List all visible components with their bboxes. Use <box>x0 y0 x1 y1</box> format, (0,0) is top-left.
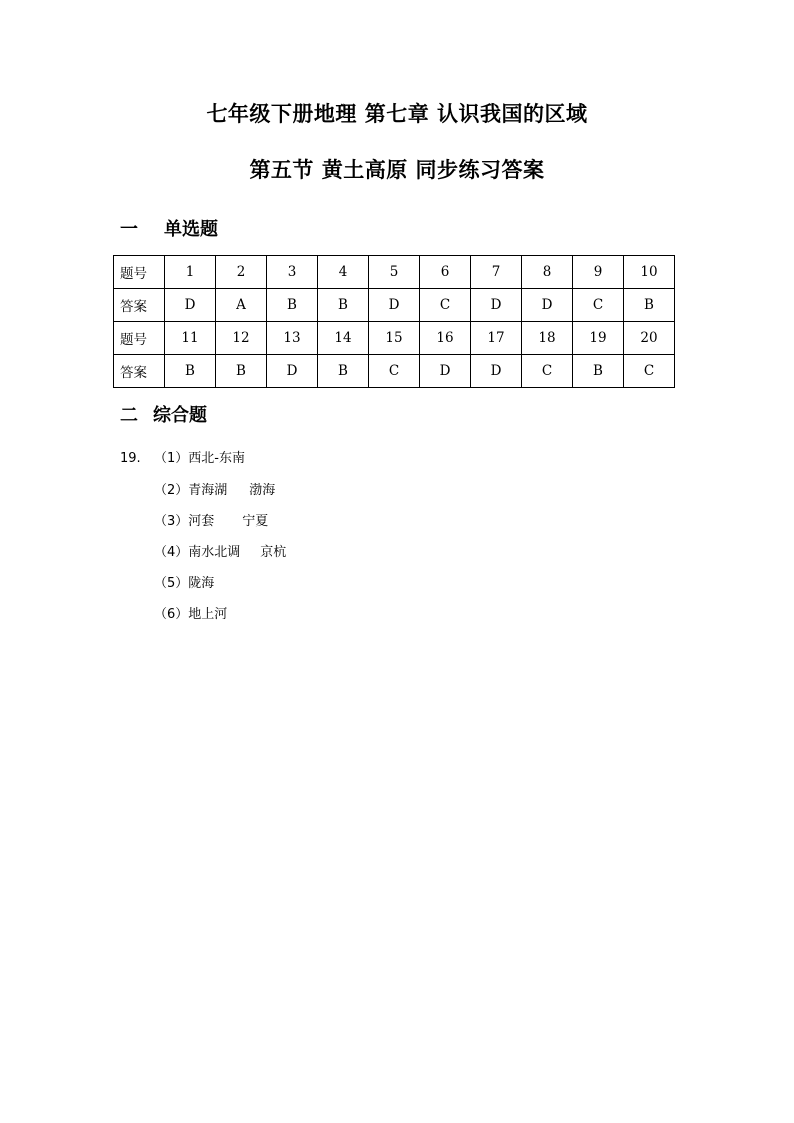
answer-cell: A <box>216 289 267 322</box>
table-row <box>114 256 675 289</box>
question-number-cell: 14 <box>318 322 369 355</box>
part-label: （6） <box>154 607 189 622</box>
part-answer: 陇海 <box>188 576 215 591</box>
question-number-cell: 6 <box>420 256 471 289</box>
part-answer: 西北-东南 <box>188 451 245 466</box>
section-title: 单选题 <box>164 219 218 240</box>
table-row <box>114 322 675 355</box>
row-label-number: 题号 <box>114 322 165 355</box>
part-label: （2） <box>154 483 189 498</box>
question-part-1 <box>120 447 245 466</box>
question-number-cell: 19 <box>573 322 624 355</box>
question-number-cell: 5 <box>369 256 420 289</box>
part-label: （4） <box>154 545 189 560</box>
answer-table <box>113 255 675 388</box>
question-number-cell: 12 <box>216 322 267 355</box>
answer-cell: B <box>267 289 318 322</box>
table-row <box>114 289 675 322</box>
question-number-cell: 16 <box>420 322 471 355</box>
question-number-cell: 18 <box>522 322 573 355</box>
answer-cell: D <box>165 289 216 322</box>
part-answer: 地上河 <box>188 607 228 622</box>
question-number: 19. <box>120 451 141 466</box>
question-number-cell: 7 <box>471 256 522 289</box>
question-number-cell: 17 <box>471 322 522 355</box>
answer-cell: B <box>216 355 267 388</box>
section-heading-single-choice <box>120 215 218 241</box>
part-label: （3） <box>154 514 189 529</box>
page-subtitle: 第五节 黄土高原 同步练习答案 <box>249 158 545 182</box>
question-number-cell: 2 <box>216 256 267 289</box>
answer-cell: B <box>624 289 675 322</box>
question-part-2 <box>154 479 275 498</box>
part-label: （1） <box>154 451 189 466</box>
answer-cell: B <box>573 355 624 388</box>
part-answer: 渤海 <box>249 483 276 498</box>
question-number-cell: 8 <box>522 256 573 289</box>
part-answer: 河套 <box>188 514 215 529</box>
answer-cell: B <box>318 355 369 388</box>
question-number-cell: 15 <box>369 322 420 355</box>
answer-cell: C <box>420 289 471 322</box>
question-number-cell: 9 <box>573 256 624 289</box>
question-number-cell: 3 <box>267 256 318 289</box>
answer-cell: C <box>522 355 573 388</box>
answer-cell: D <box>369 289 420 322</box>
answer-cell: B <box>165 355 216 388</box>
part-answer: 南水北调 <box>188 545 241 560</box>
answer-cell: D <box>522 289 573 322</box>
question-part-6 <box>154 603 227 622</box>
question-part-3 <box>154 510 268 529</box>
section-number: 二 <box>120 405 138 426</box>
answer-cell: C <box>369 355 420 388</box>
row-label-answer: 答案 <box>114 289 165 322</box>
question-part-5 <box>154 572 214 591</box>
question-number-cell: 20 <box>624 322 675 355</box>
question-number-cell: 11 <box>165 322 216 355</box>
part-label: （5） <box>154 576 189 591</box>
answer-cell: B <box>318 289 369 322</box>
answer-cell: C <box>573 289 624 322</box>
question-number-cell: 1 <box>165 256 216 289</box>
page-title: 七年级下册地理 第七章 认识我国的区域 <box>206 102 588 126</box>
row-label-answer: 答案 <box>114 355 165 388</box>
part-answer: 青海湖 <box>188 483 228 498</box>
answer-cell: D <box>267 355 318 388</box>
question-part-4 <box>154 541 286 560</box>
row-label-number: 题号 <box>114 256 165 289</box>
question-number-cell: 4 <box>318 256 369 289</box>
part-answer: 京杭 <box>260 545 287 560</box>
answer-cell: D <box>471 355 522 388</box>
table-row <box>114 355 675 388</box>
answer-cell: C <box>624 355 675 388</box>
question-number-cell: 10 <box>624 256 675 289</box>
answer-cell: D <box>471 289 522 322</box>
section-number: 一 <box>120 219 138 240</box>
section-title: 综合题 <box>153 405 207 426</box>
section-heading-comprehensive <box>120 401 207 427</box>
answer-cell: D <box>420 355 471 388</box>
question-number-cell: 13 <box>267 322 318 355</box>
part-answer: 宁夏 <box>242 514 269 529</box>
